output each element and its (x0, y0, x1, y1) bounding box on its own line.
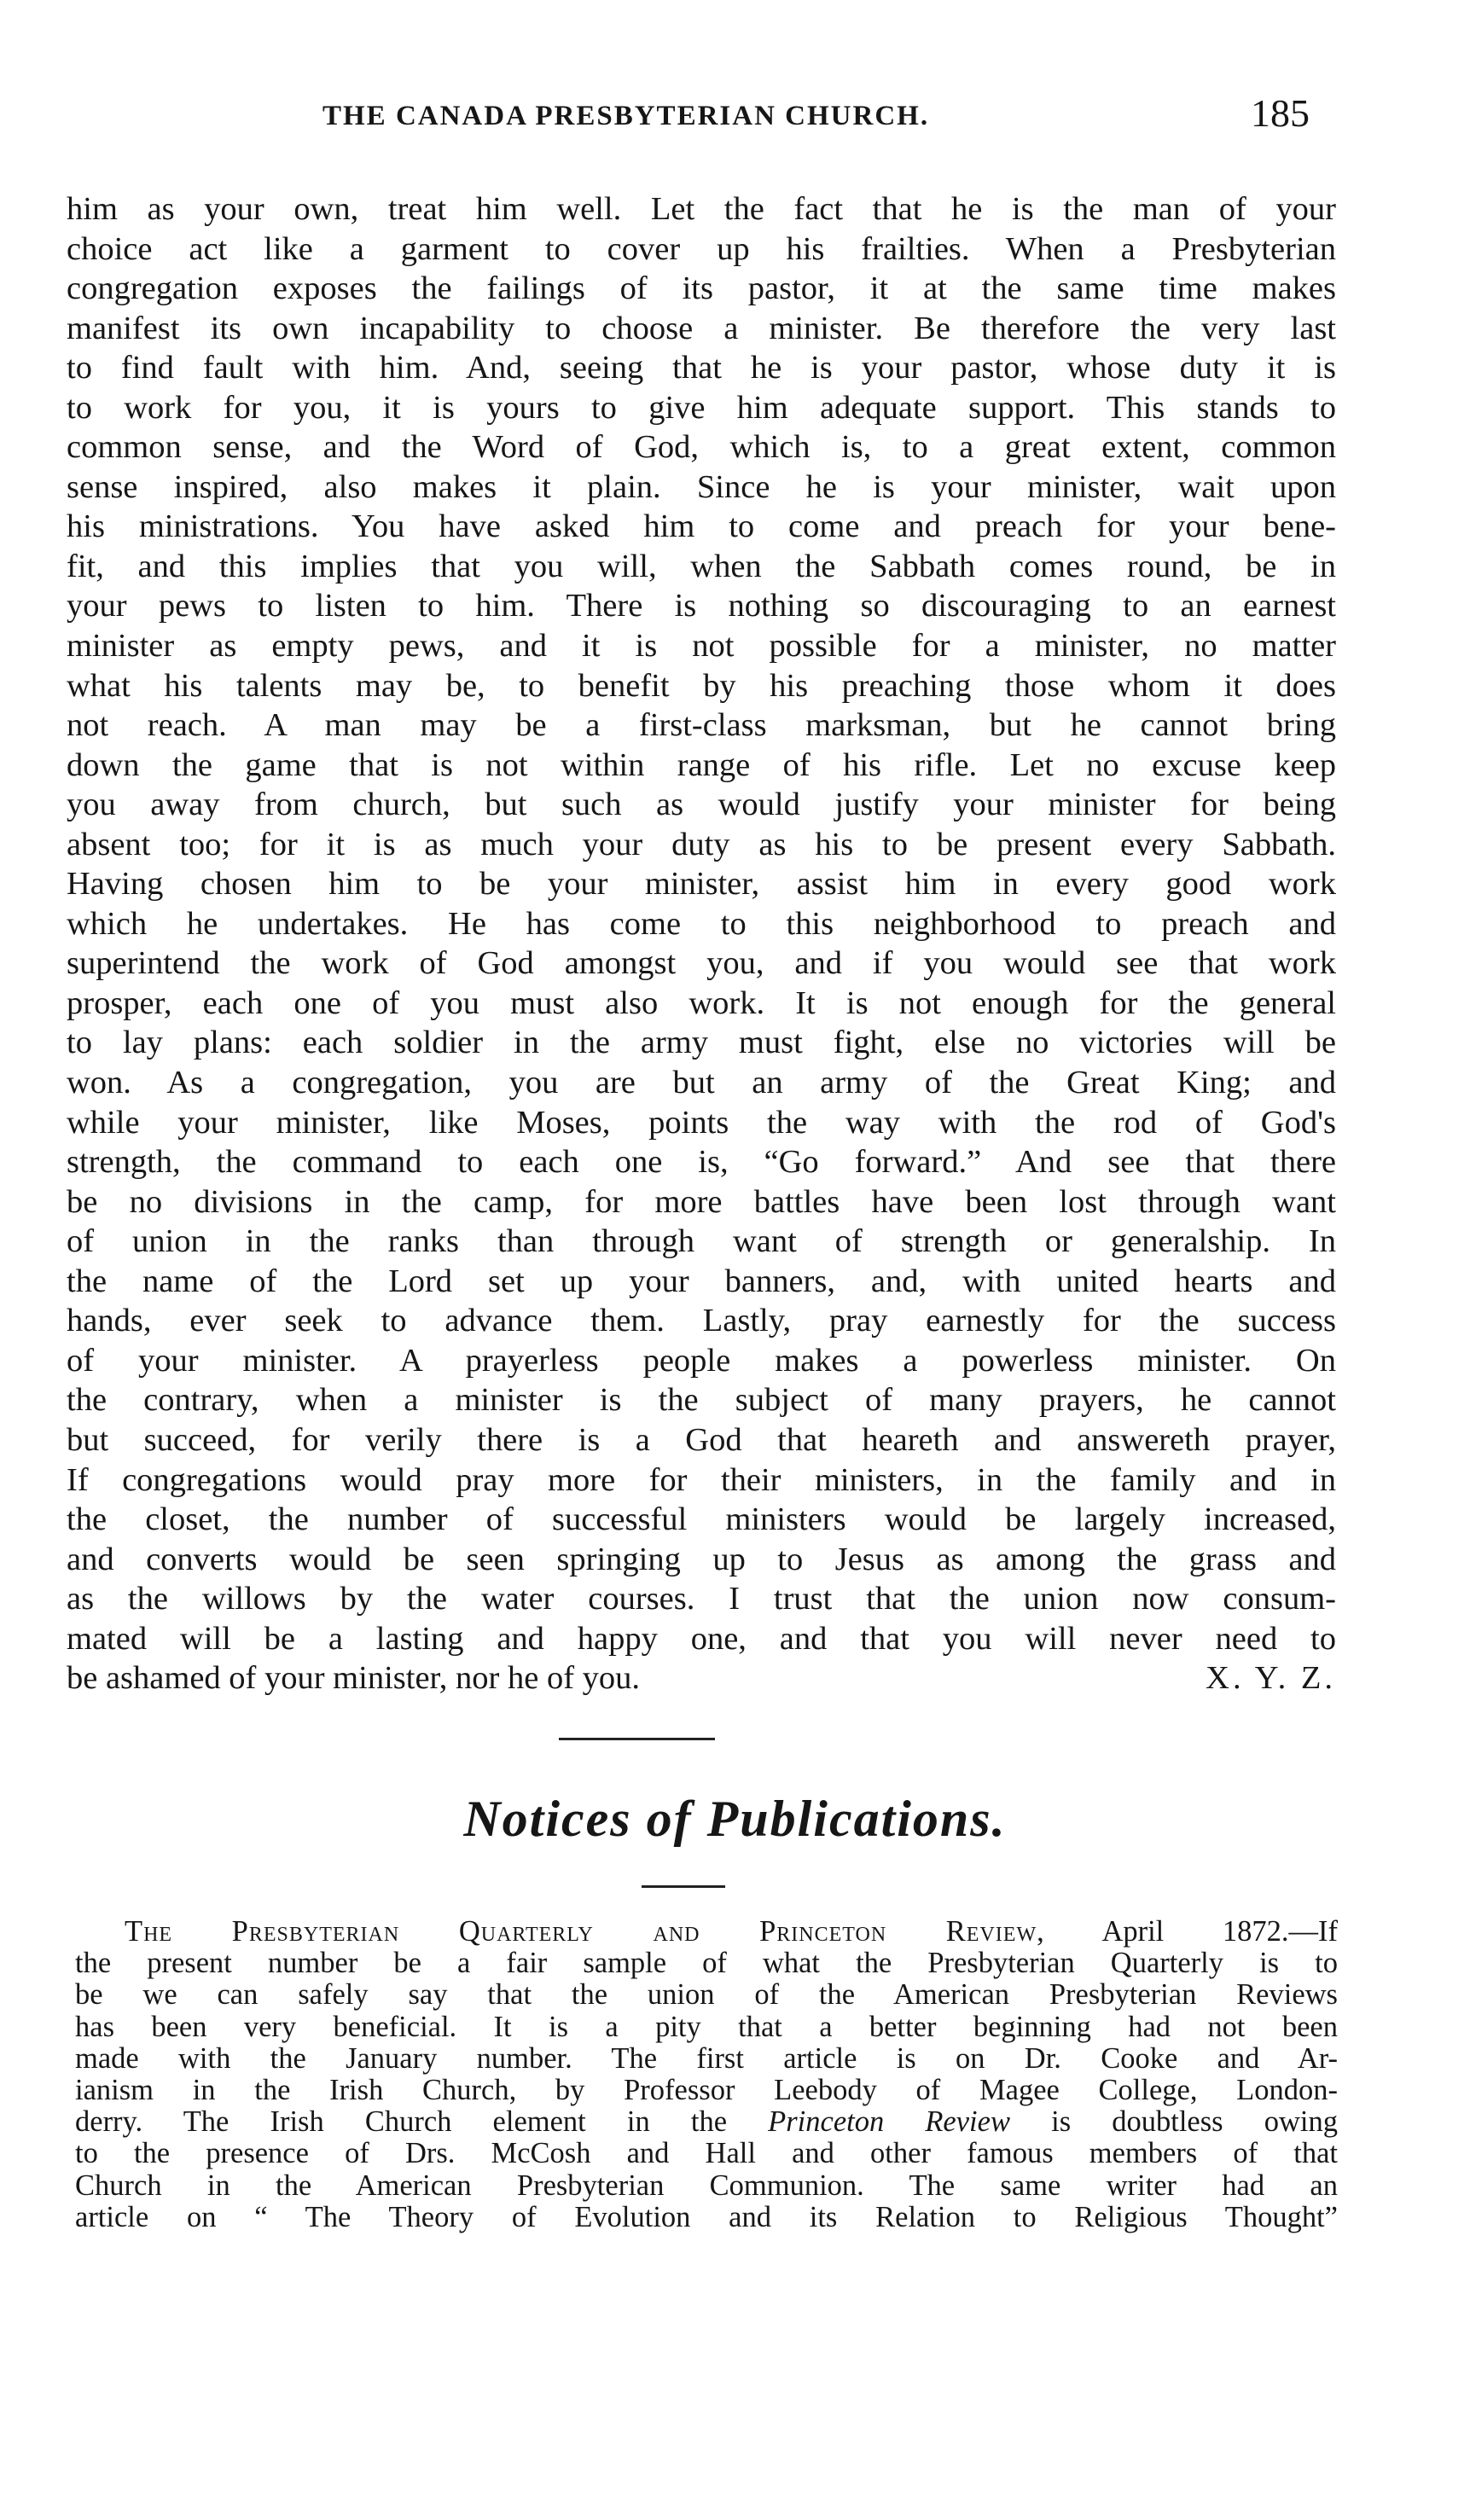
text-line: but succeed, for verily there is a God that heareth and answereth prayer, (67, 1421, 1336, 1458)
text-line: choice act like a garment to cover up his frailties. When a Presbyterian (67, 230, 1336, 267)
text-line: what his talents may be, to benefit by his preaching those whom it does (67, 667, 1336, 704)
text-line: won. As a congregation, you are but an army of the Great King; and (67, 1065, 1336, 1101)
text-line-last (67, 1658, 1336, 1698)
text-line: hands, ever seek to advance them. Lastly, pray earnestly for the success (67, 1303, 1336, 1339)
text-line: of union in the ranks than through want of strength or generalship. In (67, 1223, 1336, 1260)
notice-line: has been very beneficial. It is a pity that a better beginning had not been (75, 2011, 1338, 2043)
letter-body (67, 189, 1336, 1698)
notice-line: the present number be a fair sample of what the Presbyterian Quarterly is to (75, 1948, 1338, 1980)
text-line: him as your own, treat him well. Let the fact that he is the man of your (67, 191, 1336, 227)
text-line: not reach. A man may be a first-class marksman, but he cannot bring (67, 707, 1336, 744)
notice-line (75, 2106, 1338, 2138)
notice-line: to the presence of Drs. McCosh and Hall and other famous members of that (75, 2138, 1338, 2170)
section-divider-rule (559, 1738, 715, 1740)
text-line: as the willows by the water courses. I trust that the union now consum- (67, 1581, 1336, 1617)
text-line: congregation exposes the failings of its pastor, it at the same time makes (67, 270, 1336, 307)
text-line: superintend the work of God amongst you, and if you would see that work (67, 945, 1336, 982)
notice-line-text: April 1872.—If (1044, 1916, 1338, 1948)
text-line: mated will be a lasting and happy one, and that you will never need to (67, 1620, 1336, 1657)
notice-line: ianism in the Irish Church, by Professor Leebody of Magee College, London- (75, 2074, 1338, 2106)
page-number: 185 (1251, 91, 1310, 135)
text-line: fit, and this implies that you will, when the Sabbath comes round, be in (67, 548, 1336, 584)
text-line: to find fault with him. And, seeing that he is your pastor, whose duty it is (67, 350, 1336, 386)
text-line: while your minister, like Moses, points the way with the rod of God's (67, 1104, 1336, 1141)
text-line: absent too; for it is as much your duty as his to be present every Sabbath. (67, 826, 1336, 862)
review-name-italic: Princeton Review (768, 2106, 1010, 2139)
notice-line-text: is doubtless owing (1009, 2106, 1338, 2139)
notice-line: Church in the American Presbyterian Communion. The same writer had an (75, 2169, 1338, 2202)
text-line: manifest its own incapability to choose a minister. Be therefore the very last (67, 310, 1336, 346)
text-line: his ministrations. You have asked him to come and preach for your bene- (67, 508, 1336, 545)
text-line: of your minister. A prayerless people makes a powerless minister. On (67, 1342, 1336, 1379)
text-line: common sense, and the Word of God, which is, to a great extent, common (67, 429, 1336, 466)
text-line: down the game that is not within range of his rifle. Let no excuse keep (67, 746, 1336, 783)
section-heading: Notices of Publications. (463, 1791, 1007, 1847)
text-line: to work for you, it is yours to give him adequate support. This stands to (67, 389, 1336, 426)
review-title: The Presbyterian Quarterly and Princeton Review, (125, 1916, 1045, 1948)
text-line: the name of the Lord set up your banners, and, with united hearts and (67, 1263, 1336, 1299)
text-line: the contrary, when a minister is the subject of many prayers, he cannot (67, 1382, 1336, 1419)
text-line: prosper, each one of you must also work. It is not enough for the general (67, 984, 1336, 1021)
notice-line (75, 1916, 1338, 1948)
author-signature: X. Y. Z. (1206, 1660, 1336, 1697)
notice-line: article on “ The Theory of Evolution and its Relation to Religious Thought” (75, 2201, 1338, 2233)
text-line: If congregations would pray more for their ministers, in the family and in (67, 1461, 1336, 1498)
closing-text: be ashamed of your minister, nor he of you. (67, 1660, 641, 1697)
text-line: Having chosen him to be your minister, assist him in every good work (67, 866, 1336, 903)
running-head-title: THE CANADA PRESBYTERIAN CHURCH. (322, 101, 930, 131)
notice-line-text: derry. The Irish Church element in the (75, 2106, 769, 2139)
text-line: which he undertakes. He has come to this neighborhood to preach and (67, 905, 1336, 942)
text-line: be no divisions in the camp, for more battles have been lost through want (67, 1183, 1336, 1220)
text-line: sense inspired, also makes it plain. Since he is your minister, wait upon (67, 468, 1336, 505)
notice-line: be we can safely say that the union of the American Presbyterian Reviews (75, 1979, 1338, 2012)
notice-line: made with the January number. The first article is on Dr. Cooke and Ar- (75, 2042, 1338, 2075)
text-line: the closet, the number of successful ministers would be largely increased, (67, 1501, 1336, 1538)
text-line: to lay plans: each soldier in the army must fight, else no victories will be (67, 1025, 1336, 1061)
text-line: strength, the command to each one is, “Go forward.” And see that there (67, 1144, 1336, 1181)
running-head (0, 91, 1470, 152)
publication-notice (75, 1916, 1338, 2233)
heading-underline-rule (642, 1885, 725, 1888)
text-line: your pews to listen to him. There is nothing so discouraging to an earnest (67, 588, 1336, 624)
text-line: and converts would be seen springing up to Jesus as among the grass and (67, 1541, 1336, 1577)
text-line: minister as empty pews, and it is not possible for a minister, no matter (67, 628, 1336, 665)
text-line: you away from church, but such as would justify your minister for being (67, 787, 1336, 823)
